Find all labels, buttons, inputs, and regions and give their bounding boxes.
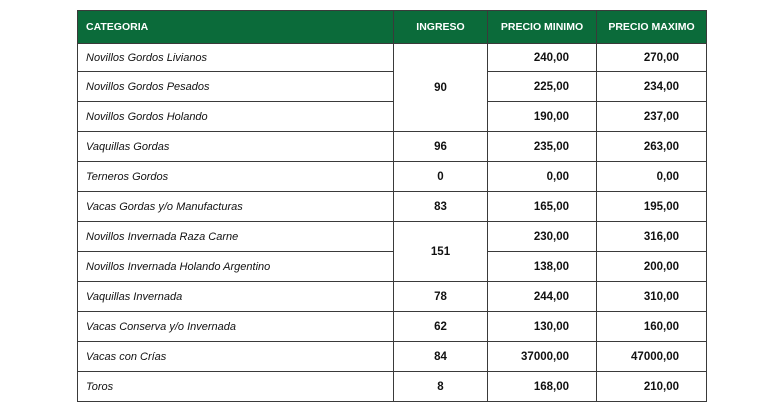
precio-minimo-cell: 165,00	[488, 192, 597, 222]
categoria-cell: Vaquillas Invernada	[78, 282, 394, 312]
livestock-price-table	[77, 10, 707, 402]
precio-minimo-cell: 138,00	[488, 252, 597, 282]
table-row	[78, 162, 707, 192]
table-row	[78, 102, 707, 132]
table-row	[78, 282, 707, 312]
precio-minimo-cell: 235,00	[488, 132, 597, 162]
ingreso-cell: 83	[394, 192, 488, 222]
header-ingreso: INGRESO	[394, 11, 488, 44]
precio-maximo-cell: 0,00	[597, 162, 707, 192]
ingreso-cell: 151	[394, 222, 488, 282]
categoria-cell: Vacas con Crías	[78, 342, 394, 372]
header-categoria: CATEGORIA	[78, 11, 394, 44]
categoria-cell: Vacas Conserva y/o Invernada	[78, 312, 394, 342]
table-row	[78, 312, 707, 342]
categoria-cell: Novillos Gordos Holando	[78, 102, 394, 132]
ingreso-cell: 90	[394, 44, 488, 132]
table-row	[78, 72, 707, 102]
table-header-row	[78, 11, 707, 44]
precio-maximo-cell: 237,00	[597, 102, 707, 132]
precio-minimo-cell: 244,00	[488, 282, 597, 312]
precio-maximo-cell: 310,00	[597, 282, 707, 312]
ingreso-cell: 84	[394, 342, 488, 372]
precio-minimo-cell: 168,00	[488, 372, 597, 402]
table-row	[78, 222, 707, 252]
table-row	[78, 44, 707, 72]
precio-minimo-cell: 0,00	[488, 162, 597, 192]
categoria-cell: Toros	[78, 372, 394, 402]
precio-minimo-cell: 130,00	[488, 312, 597, 342]
precio-maximo-cell: 47000,00	[597, 342, 707, 372]
ingreso-cell: 8	[394, 372, 488, 402]
precio-maximo-cell: 270,00	[597, 44, 707, 72]
categoria-cell: Terneros Gordos	[78, 162, 394, 192]
precio-maximo-cell: 263,00	[597, 132, 707, 162]
categoria-cell: Novillos Gordos Pesados	[78, 72, 394, 102]
header-precio-minimo: PRECIO MINIMO	[488, 11, 597, 44]
precio-minimo-cell: 37000,00	[488, 342, 597, 372]
precio-minimo-cell: 190,00	[488, 102, 597, 132]
table-row	[78, 132, 707, 162]
ingreso-cell: 96	[394, 132, 488, 162]
table-row	[78, 192, 707, 222]
ingreso-cell: 78	[394, 282, 488, 312]
precio-maximo-cell: 316,00	[597, 222, 707, 252]
categoria-cell: Novillos Gordos Livianos	[78, 44, 394, 72]
table-row	[78, 342, 707, 372]
precio-minimo-cell: 225,00	[488, 72, 597, 102]
precio-maximo-cell: 210,00	[597, 372, 707, 402]
categoria-cell: Vacas Gordas y/o Manufacturas	[78, 192, 394, 222]
precio-minimo-cell: 230,00	[488, 222, 597, 252]
precio-minimo-cell: 240,00	[488, 44, 597, 72]
header-precio-maximo: PRECIO MAXIMO	[597, 11, 707, 44]
ingreso-cell: 62	[394, 312, 488, 342]
categoria-cell: Novillos Invernada Raza Carne	[78, 222, 394, 252]
precio-maximo-cell: 234,00	[597, 72, 707, 102]
categoria-cell: Vaquillas Gordas	[78, 132, 394, 162]
ingreso-cell: 0	[394, 162, 488, 192]
categoria-cell: Novillos Invernada Holando Argentino	[78, 252, 394, 282]
table-row	[78, 252, 707, 282]
precio-maximo-cell: 160,00	[597, 312, 707, 342]
table-row	[78, 372, 707, 402]
precio-maximo-cell: 195,00	[597, 192, 707, 222]
precio-maximo-cell: 200,00	[597, 252, 707, 282]
